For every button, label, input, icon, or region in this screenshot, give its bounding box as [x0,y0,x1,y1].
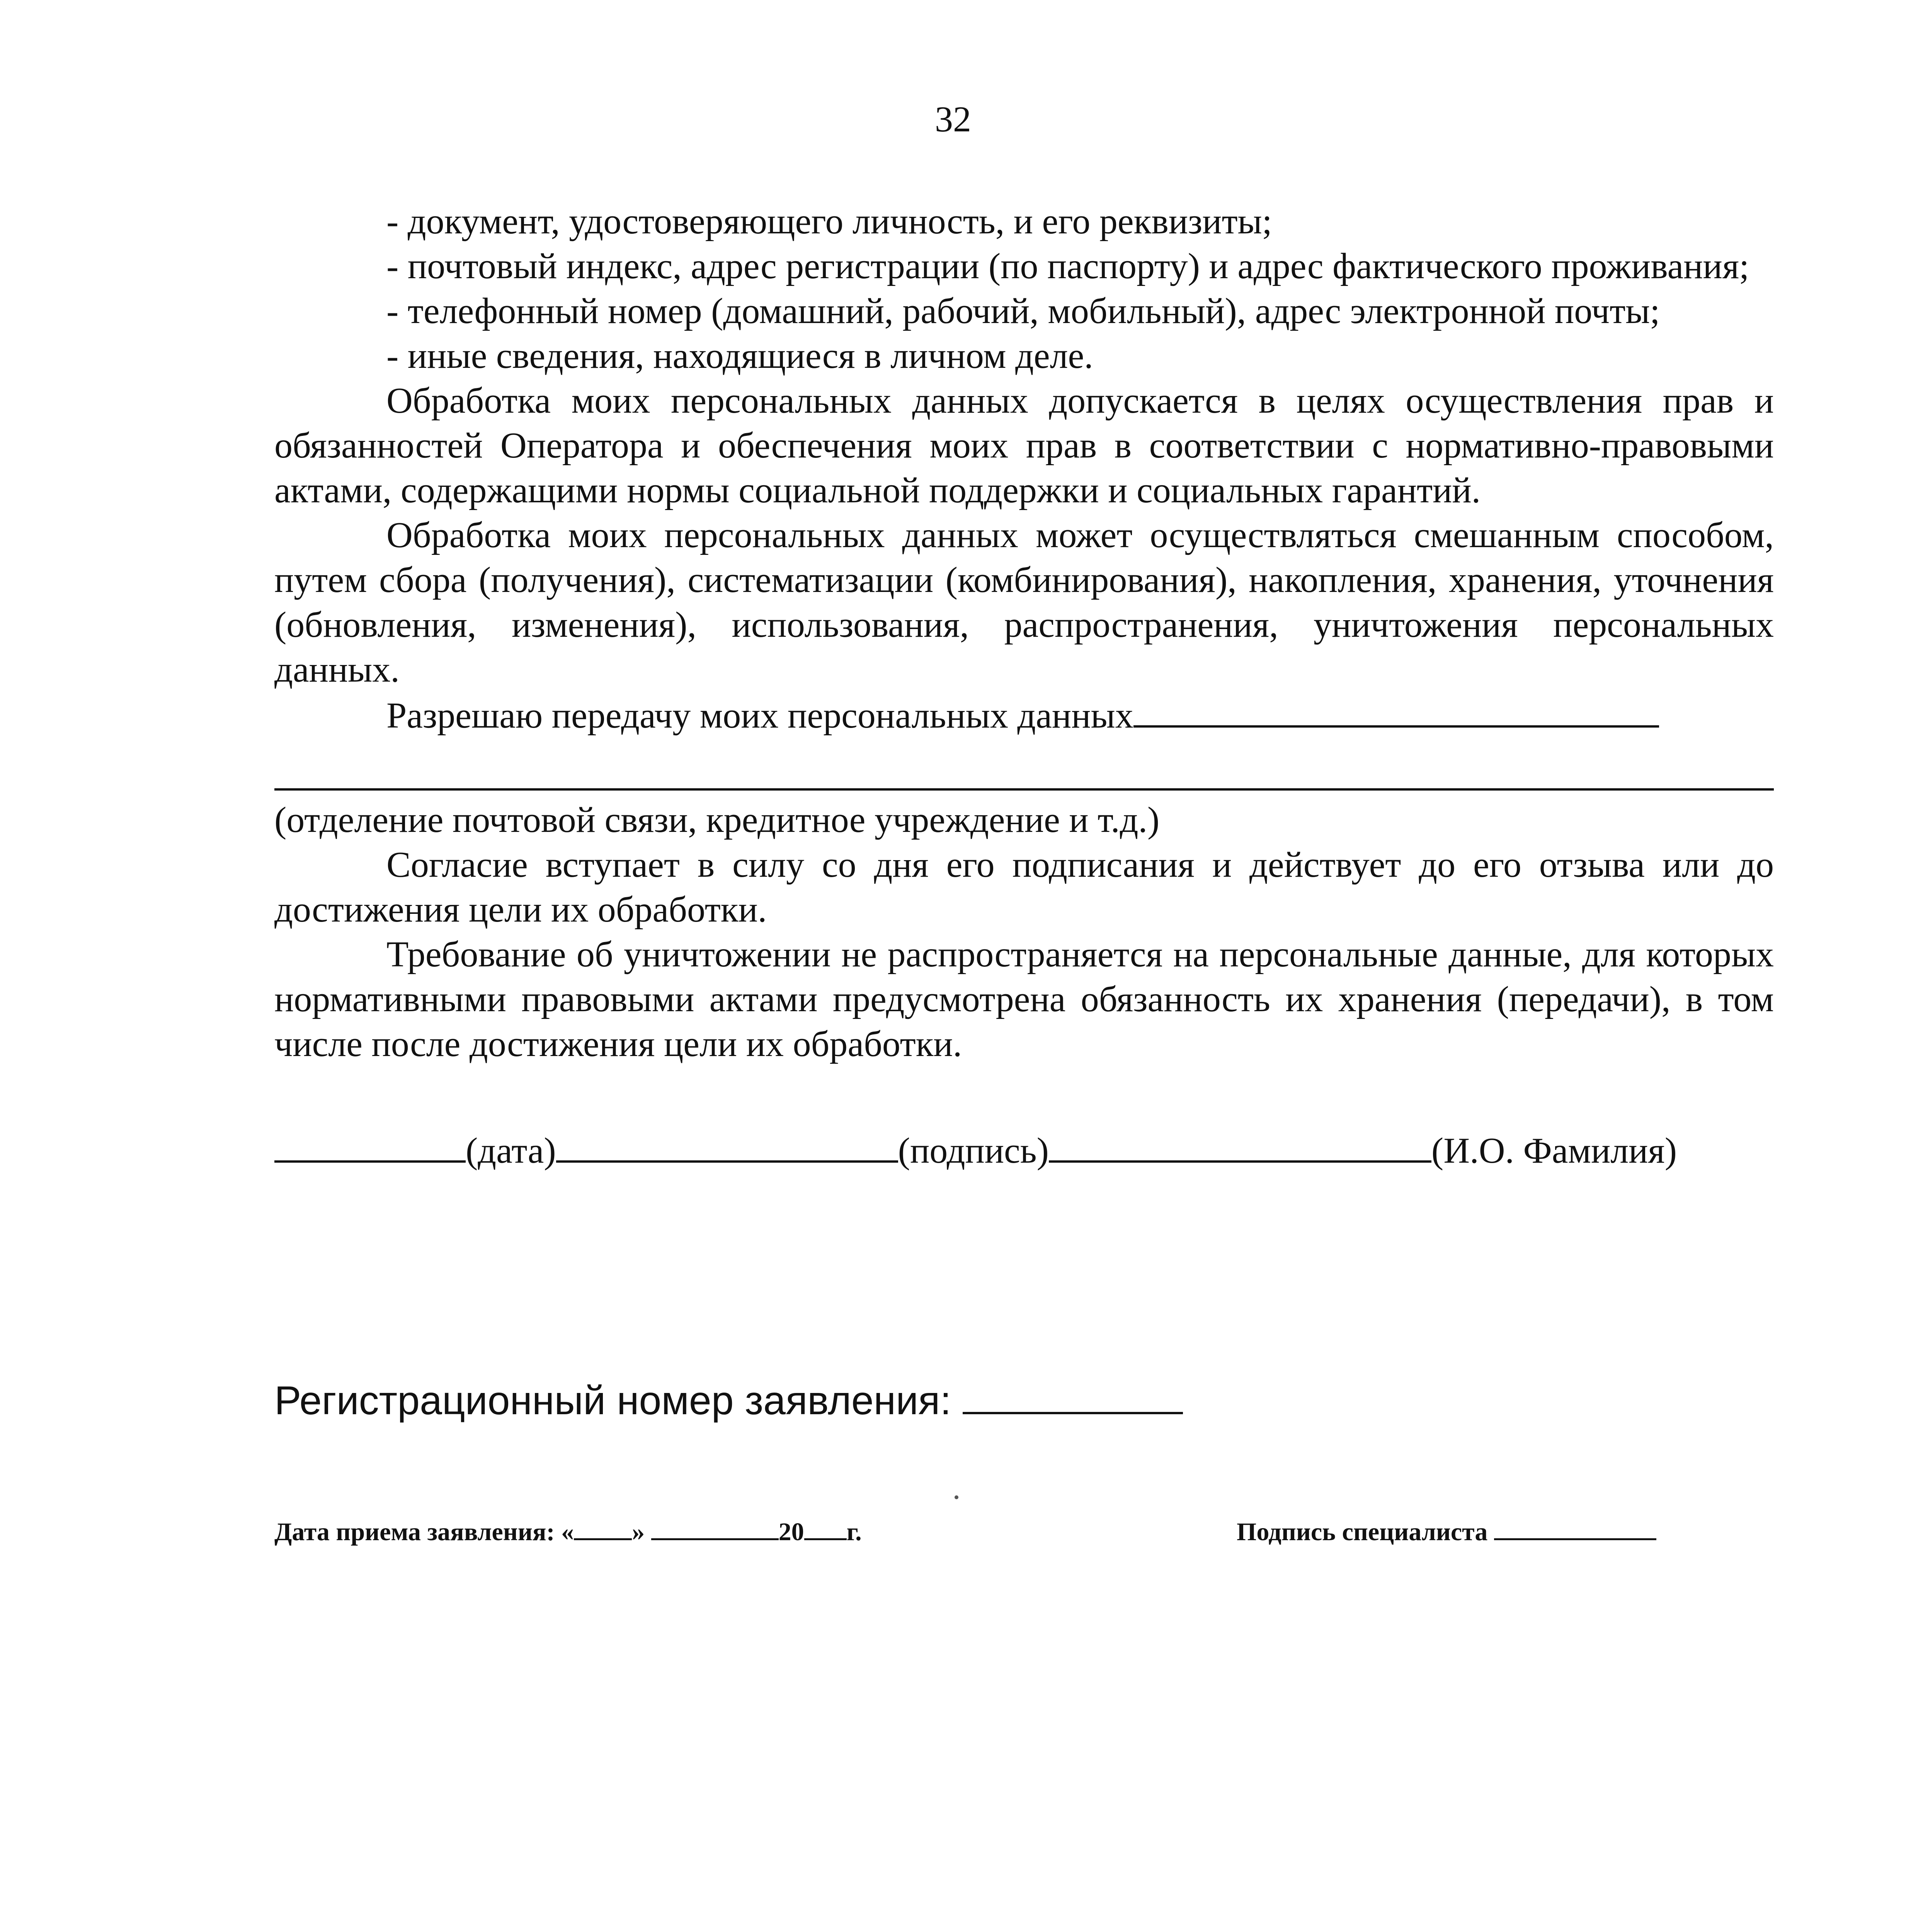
signature-label: (подпись) [898,1131,1049,1171]
destruction-paragraph: Требование об уничтожении не распространяется на персональные данные, для которых нормативными правовыми актами предусмотрена обязанность их хранения (передачи), в том числе после достижения цели их обработки. [274,934,1774,1064]
list-item: - документ, удостоверяющего личность, и его реквизиты; [386,201,1272,242]
signature-field[interactable] [556,1129,898,1163]
transfer-permission-text: Разрешаю передачу моих персональных данных [386,696,1133,736]
date-field[interactable] [274,1129,466,1163]
specialist-signature-row [1237,1515,1656,1549]
method-paragraph: Обработка моих персональных данных может осуществляться смешанным способом, путем сбора (получения), систематизации (комбинирования), накопления, хранения, уточнения (обновления, изменения), использования, распространения, уничтожения персональных данных. [274,515,1774,690]
registration-number-row [274,1376,1183,1426]
name-label: (И.О. Фамилия) [1431,1131,1677,1171]
reception-month-field[interactable] [651,1515,779,1540]
open-quote: « [561,1518,574,1546]
list-item: - почтовый индекс, адрес регистрации (по паспорту) и адрес фактического проживания; [386,246,1749,286]
specialist-signature-label: Подпись специалиста [1237,1518,1488,1546]
year-suffix: г. [846,1518,862,1546]
reception-day-field[interactable] [574,1515,632,1540]
signature-row [274,1128,1774,1173]
name-field[interactable] [1049,1129,1431,1163]
transfer-recipient-field[interactable] [1133,692,1659,728]
close-quote: » [632,1518,645,1546]
registration-number-label: Регистрационный номер заявления: [274,1378,951,1423]
date-label: (дата) [466,1131,556,1171]
reception-date-label: Дата приема заявления: [274,1518,555,1546]
reception-year-field[interactable] [804,1515,847,1540]
registration-number-field[interactable] [963,1377,1183,1414]
century: 20 [778,1518,804,1546]
reception-date-row [274,1515,862,1549]
transfer-recipient-field-line2[interactable] [274,738,1774,791]
transfer-permission-line [274,692,1774,738]
purpose-paragraph: Обработка моих персональных данных допускается в целях осуществления прав и обязанностей Оператора и обеспечения моих прав в соответствии с нормативно-правовыми актами, содержащими нормы социальной поддержки и социальных гарантий. [274,381,1774,510]
document-body [274,199,1774,1066]
scan-speck [955,1495,958,1499]
validity-paragraph: Согласие вступает в силу со дня его подписания и действует до его отзыва или до достижения цели их обработки. [274,845,1774,930]
page-number: 32 [935,99,971,139]
list-item: - телефонный номер (домашний, рабочий, мобильный), адрес электронной почты; [386,291,1660,331]
list-item: - иные сведения, находящиеся в личном деле. [386,336,1093,376]
specialist-signature-field[interactable] [1494,1515,1656,1540]
transfer-hint: (отделение почтовой связи, кредитное учреждение и т.д.) [274,800,1160,840]
